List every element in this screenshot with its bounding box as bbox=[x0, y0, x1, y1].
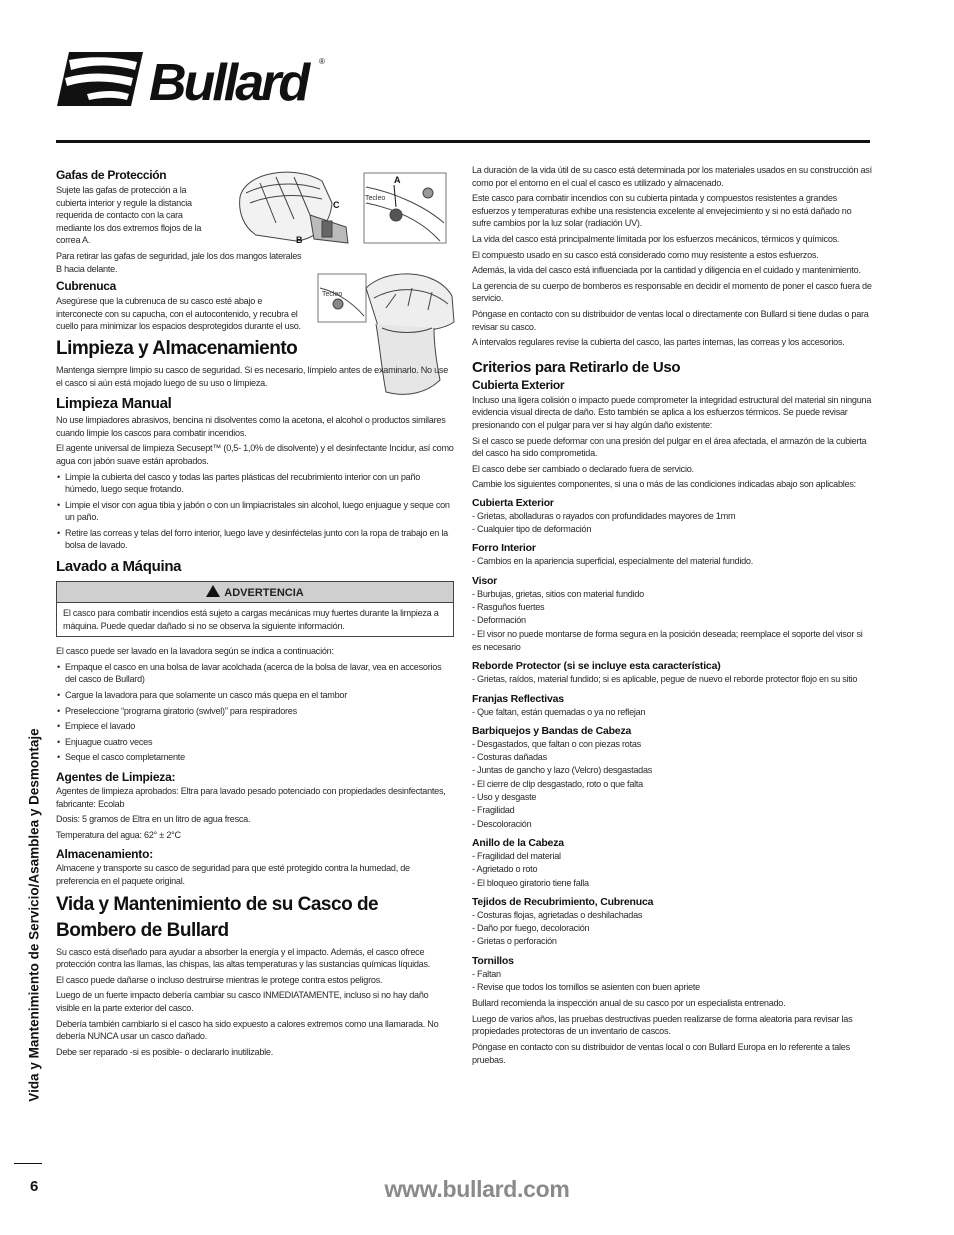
list-item: - Grietas o perforación bbox=[472, 936, 557, 947]
list-item: - Que faltan, están quemadas o ya no reflejan bbox=[472, 706, 646, 717]
list-item: - El cierre de clip desgastado, roto o que falta bbox=[472, 778, 643, 789]
list-item: - Grietas, abolladuras o rayados con profundidades mayores de 1mm bbox=[472, 510, 736, 521]
list-item: - Uso y desgaste bbox=[472, 792, 537, 803]
page-number: 6 bbox=[30, 1178, 39, 1195]
list-item: - Revise que todos los tornillos se asienten con buen apriete bbox=[472, 982, 700, 992]
warning-text: El casco para combatir incendios está sujeto a cargas mecánicas muy fuertes durante la limpieza a máquina. Puede quedar dañado si no se observa la siguiente información. bbox=[63, 608, 439, 631]
header-rule bbox=[56, 140, 870, 143]
closing-paragraph: Luego de varios años, las pruebas destructivas pueden realizarse de forma aleatoria para revisar las propiedades protectoras de un inventario de cascos. bbox=[472, 1013, 853, 1037]
component-list bbox=[472, 706, 872, 719]
component-title: Visor bbox=[472, 574, 498, 587]
warning-icon bbox=[206, 585, 220, 597]
fig1-label-c: C bbox=[333, 200, 340, 210]
component-title: Forro Interior bbox=[472, 542, 536, 555]
almacenamiento-paragraph: Almacene y transporte su casco de seguridad para que esté protegido contra la humedad, de preferencia en el paquete original. bbox=[56, 863, 410, 886]
list-item: - Cualquier tipo de deformación bbox=[472, 524, 592, 535]
list-item: - Cambios en la apariencia superficial, especialmente del material fundido. bbox=[472, 556, 753, 567]
list-item: • Cargue la lavadora para que solamente un casco más quepa en el tambor bbox=[56, 689, 454, 702]
closing-paragraph: Póngase en contacto con su distribuidor de ventas local o con Bullard Europa en lo referente a tales pruebas. bbox=[472, 1042, 850, 1065]
component-list bbox=[472, 909, 872, 949]
list-item: - El visor no puede montarse de forma segura en la posición deseada; reemplace el soporte del visor si es necesario bbox=[472, 628, 863, 652]
cubierta-paragraph: Si el casco se puede deformar con una presión del pulgar en el área afectada, el armazón de la cubierta del casco ha sido comprometida. bbox=[472, 435, 867, 459]
fig1-label-a: A bbox=[394, 175, 401, 185]
component-title: Tornillos bbox=[472, 954, 514, 967]
list-item: - Costuras dañadas bbox=[472, 752, 547, 763]
agentes-paragraph-3: Temperatura del agua: 62° ± 2°C bbox=[56, 829, 181, 840]
lavado-list bbox=[56, 661, 454, 764]
list-item: - Grietas, raídos, material fundido; si es aplicable, pegue de nuevo el reborde protector flojo en su sitio bbox=[472, 674, 858, 685]
cubrenuca-paragraph: Asegúrese que la cubrenuca de su casco esté abajo e interconecte con su capucha, con el autocontenido, y recubra el cuello para minimizar los espacios desprotegidos durante el uso. bbox=[56, 296, 301, 332]
gafas-paragraph-2: Para retirar las gafas de seguridad, jale los dos mangos laterales B hacia delante. bbox=[56, 250, 302, 274]
component-title: Barbiquejos y Bandas de Cabeza bbox=[472, 724, 632, 737]
logo-wordmark: Bullard bbox=[149, 54, 308, 108]
list-item: • Empiece el lavado bbox=[56, 720, 454, 733]
section-agentes-title: Agentes de Limpieza: bbox=[56, 770, 176, 784]
component-title: Reborde Protector (si se incluye esta característica) bbox=[472, 660, 721, 673]
manual-list bbox=[56, 471, 454, 553]
section-limpieza-manual-title: Limpieza Manual bbox=[56, 395, 172, 413]
list-item: - El bloqueo giratorio tiene falla bbox=[472, 877, 589, 888]
component-list bbox=[472, 738, 872, 831]
section-gafas-title: Gafas de Protección bbox=[56, 168, 167, 182]
intro-paragraph: El compuesto usado en su casco está considerado como muy resistente a estos esfuerzos. bbox=[472, 249, 819, 260]
section-cubrenuca-title: Cubrenuca bbox=[56, 279, 116, 294]
manual-paragraph-2: El agente universal de limpieza Secusept™ (0,5- 1,0% de disolvente) y el desinfectante Incidur, así como agua con jabón suave están aprobados. bbox=[56, 443, 454, 466]
limpieza-paragraph: Mantenga siempre limpio su casco de seguridad. Si es necesario, límpielo antes de examinarlo. No use el casco si aún está mojado luego de su uso o limpieza. bbox=[56, 364, 449, 388]
section-criterios-title: Criterios para Retirarlo de Uso bbox=[472, 358, 681, 376]
component-list bbox=[472, 673, 872, 686]
lavado-paragraph: El casco puede ser lavado en la lavadora según se indica a continuación: bbox=[56, 646, 334, 657]
section-cubierta-exterior-title: Cubierta Exterior bbox=[472, 377, 565, 392]
list-item: - Costuras flojas, agrietadas o deshilachadas bbox=[472, 909, 643, 920]
cubierta-paragraph: El casco debe ser cambiado o declarado fuera de servicio. bbox=[472, 463, 694, 474]
component-list bbox=[472, 968, 872, 995]
intro-paragraph: La gerencia de su cuerpo de bomberos es responsable en decidir el momento de poner el casco fuera de servicio. bbox=[472, 280, 872, 304]
vida-paragraph: Luego de un fuerte impacto debería cambiar su casco INMEDIATAMENTE, incluso si no hay daño visible en la parte exterior del casco. bbox=[56, 990, 429, 1013]
agentes-paragraph-2: Dosis: 5 gramos de Eltra en un litro de agua fresca. bbox=[56, 814, 251, 825]
component-title: Franjas Reflectivas bbox=[472, 692, 564, 705]
cubierta-paragraph: Cambie los siguientes componentes, si una o más de las condiciones indicadas abajo son aplicables: bbox=[472, 479, 856, 490]
section-lavado-title: Lavado a Máquina bbox=[56, 558, 182, 576]
intro-paragraph: La duración de la vida útil de su casco está determinada por los materiales usados en su construcción así como por el entorno en el cual el casco es utilizado y almacenado. bbox=[472, 165, 872, 188]
intro-paragraph: Póngase en contacto con su distribuidor de ventas local o directamente con Bullard si tiene dudas o para revisar su casco. bbox=[472, 308, 869, 332]
footer-url: www.bullard.com bbox=[384, 1176, 570, 1202]
list-item: - Deformación bbox=[472, 615, 526, 626]
right-column bbox=[472, 164, 872, 1069]
section-limpieza-title: Limpieza y Almacenamiento bbox=[56, 337, 298, 359]
sidebar-text: Vida y Mantenimiento de Servicio/Asamblea y Desmontaje bbox=[26, 728, 42, 1102]
component-title: Cubierta Exterior bbox=[472, 496, 554, 509]
list-item: • Preseleccione “programa giratorio (swivel)” para respiradores bbox=[56, 705, 454, 718]
agentes-paragraph-1: Agentes de limpieza aprobados: Eltra para lavado pesado potenciado con propiedades desinfectantes, fabricante: Ecolab bbox=[56, 786, 446, 809]
list-item: - Burbujas, grietas, sitios con material fundido bbox=[472, 588, 644, 599]
fig2-label-tecleo: Tecleo bbox=[322, 291, 343, 298]
intro-paragraph: Este casco para combatir incendios con su cubierta pintada y compuestos resistentes a grandes esfuerzos y temperaturas exhibe una resistencia excelente al envejecimiento y si no está dañado no sufre cambios por la luz solar (radiación UV). bbox=[472, 193, 852, 229]
list-item: - Daño por fuego, decoloración bbox=[472, 923, 590, 934]
list-item: - Faltan bbox=[472, 968, 501, 979]
component-title: Anillo de la Cabeza bbox=[472, 836, 564, 849]
section-vida-title: Vida y Mantenimiento de su Casco de Bombero de Bullard bbox=[56, 893, 379, 941]
list-item: - Fragilidad bbox=[472, 805, 515, 816]
vida-paragraph: Debería también cambiarlo si el casco ha sido expuesto a calores extremos como una llamarada. No debería NUNCA usar un casco dañado. bbox=[56, 1018, 439, 1042]
vida-paragraph: Su casco está diseñado para ayudar a absorber la energía y el impacto. Además, el casco ofrece protección contra las llamas, las chispas, las altas temperaturas y las sustancias químicas líquidas. bbox=[56, 946, 431, 970]
fig1-label-b: B bbox=[296, 235, 303, 245]
intro-paragraph: La vida del casco está principalmente limitada por los esfuerzos mecánicos, térmicos y químicos. bbox=[472, 233, 840, 244]
component-list bbox=[472, 555, 872, 568]
list-item: - Juntas de gancho y lazo (Velcro) desgastadas bbox=[472, 765, 653, 776]
list-item: - Descoloración bbox=[472, 818, 532, 829]
intro-paragraph: A intervalos regulares revise la cubierta del casco, las partes internas, las correas y los accesorios. bbox=[472, 337, 845, 348]
left-column bbox=[56, 160, 454, 1061]
list-item: - Fragilidad del material bbox=[472, 850, 561, 861]
warning-box bbox=[56, 581, 454, 637]
manual-paragraph-1: No use limpiadores abrasivos, bencina ni disolventes como la acetona, el alcohol o productos similares cuando limpie los cascos para combatir incendios. bbox=[56, 415, 446, 438]
warning-header bbox=[57, 582, 453, 603]
gafas-paragraph-1: Sujete las gafas de protección a la cubierta interior y regule la distancia requerida de contacto con la cara mediante los dos extremos flojos de la correa A. bbox=[56, 185, 202, 246]
bullard-logo bbox=[57, 50, 329, 108]
registered-mark: ® bbox=[319, 57, 325, 66]
list-item: - Rasguños fuertes bbox=[472, 602, 545, 613]
closing-paragraph: Bullard recomienda la inspección anual de su casco por un especialista entrenado. bbox=[472, 998, 786, 1009]
list-item: • Enjuague cuatro veces bbox=[56, 736, 454, 749]
section-sidebar-label bbox=[22, 680, 46, 1150]
footer-rule bbox=[14, 1163, 42, 1164]
component-list bbox=[472, 510, 872, 537]
list-item: • Seque el casco completamente bbox=[56, 751, 454, 764]
cubierta-paragraph: Incluso una ligera colisión o impacto puede comprometer la integridad estructural del material sin ninguna evidencia visual directa de daño. Esto también se aplica a los esfuerzos térmicos. Se puede revisar presionando con el pulgar para ver si hay algún daño existente: bbox=[472, 394, 872, 430]
list-item: • Limpie la cubierta del casco y todas las partes plásticas del recubrimiento interior con un paño húmedo, luego seque frotando. bbox=[56, 471, 454, 496]
vida-paragraph: Debe ser reparado -si es posible- o declararlo inutilizable. bbox=[56, 1046, 274, 1057]
component-title: Tejidos de Recubrimiento, Cubrenuca bbox=[472, 895, 654, 908]
list-item: • Retire las correas y telas del forro interior, luego lave y desinféctelas junto con la ropa de trabajo en la bolsa de lavado. bbox=[56, 527, 454, 552]
list-item: - Desgastados, que faltan o con piezas rotas bbox=[472, 738, 641, 749]
component-list bbox=[472, 588, 872, 654]
list-item: • Limpie el visor con agua tibia y jabón o con un limpiacristales sin alcohol, luego enjuague y seque con un paño. bbox=[56, 499, 454, 524]
fig1-label-tecleo: Tecleo bbox=[365, 195, 386, 202]
list-item: - Agrietado o roto bbox=[472, 864, 538, 875]
component-list bbox=[472, 850, 872, 890]
section-almacenamiento-title: Almacenamiento: bbox=[56, 847, 154, 862]
intro-paragraph: Además, la vida del casco está influenciada por la cantidad y diligencia en el cuidado y mantenimiento. bbox=[472, 265, 861, 276]
list-item: • Empaque el casco en una bolsa de lavar acolchada (acerca de la bolsa de lavar, vea en accesorios del casco de Bullard) bbox=[56, 661, 454, 686]
vida-paragraph: El casco puede dañarse o incluso destruirse mientras le protege contra estos peligros. bbox=[56, 974, 383, 985]
warning-title: ADVERTENCIA bbox=[224, 587, 304, 600]
